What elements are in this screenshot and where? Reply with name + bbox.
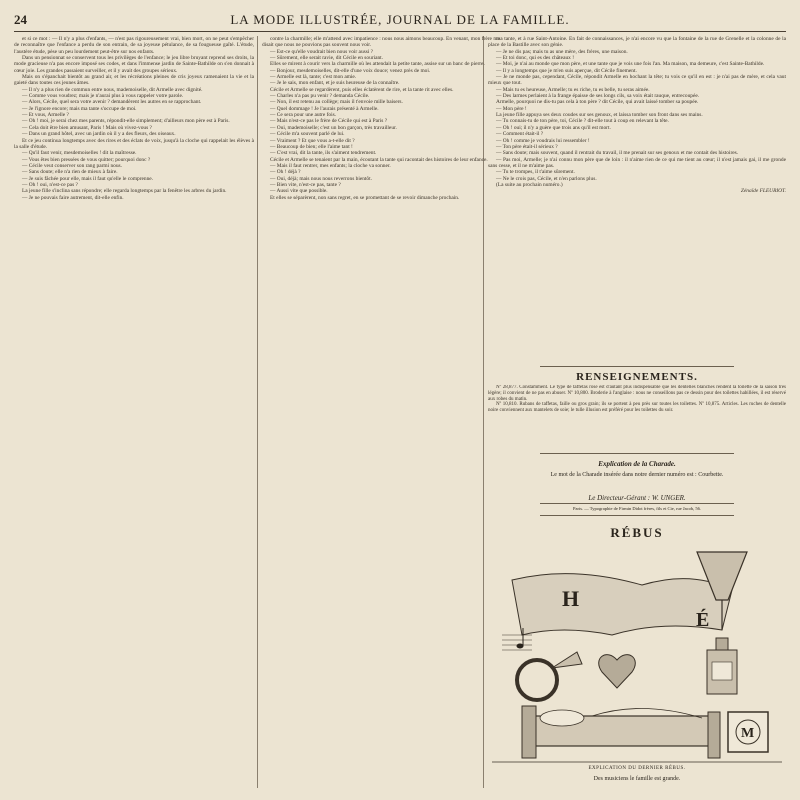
- renseignements-title: RENSEIGNEMENTS.: [576, 371, 698, 383]
- bottle-icon: [707, 638, 737, 694]
- paragraph: — Des larmes perlaient à la frange épaisse de ses longs cils, sa voix était rauque, entrecoupée.: [496, 93, 700, 100]
- paragraph: — Et toi donc, qui es des châteaux !: [496, 55, 574, 62]
- article-column-2: [262, 36, 500, 788]
- rebus-caption: EXPLICATION DU DERNIER RÉBUS.: [588, 766, 686, 771]
- paragraph: — Mon père !: [496, 105, 527, 112]
- paragraph: — Bonjour, mesdemoiselles, dit-elle d'une voix douce; venez près de moi.: [270, 67, 431, 74]
- paragraph: — Moi, je n'ai au monde que mon père, et une tante que je vois une fois l'an. Ma maison, ma demeure, c'est Sainte-Bathilde.: [496, 61, 765, 68]
- author-signature: Zénaïde FLEURIOT.: [740, 188, 786, 195]
- paragraph: — Tu connais-tu de ton père, toi, Cécile ? dit-elle tout à coup en relevant la tête.: [496, 118, 669, 125]
- heart-icon: [599, 655, 636, 688]
- paragraph: Cécile et Armelle se regardèrent, puis elles éclatèrent de rire, et la tante rit avec elles.: [270, 86, 454, 93]
- paragraph: — Tu te trompes, il t'aime sûrement.: [496, 169, 575, 176]
- director-line: Le Directeur-Gérant : W. UNGER.: [588, 494, 686, 502]
- paragraph: La jeune fille s'inclina sans répondre; elle regarda longtemps par la fenêtre les arbres du jardin.: [22, 188, 227, 195]
- paragraph: et si ce mot : — Il n'y a plus d'enfants, — n'est pas rigoureusement vrai, bien mort, on ne peut s'empêcher de reconnaître que l'enfance a perdu de son entrain, de sa joyeuse pétulance, de sa fougueuse gaîté. L'étude, l'austère étude, pèse un peu lourdement peut-être sur nos enfants.: [14, 36, 254, 55]
- paragraph: — Alors, Cécile, quel sera votre avenir ? demandèrent les autres en se rapprochant.: [22, 99, 202, 106]
- paragraph: — Aussi vite que possible.: [270, 188, 328, 195]
- page-header: [14, 10, 786, 32]
- paragraph: — Quel dommage ! Je l'aurais présenté à Armelle.: [270, 105, 379, 112]
- paragraph: — Mais il faut rentrer, mes enfants; la cloche va sonner.: [270, 162, 391, 169]
- charade-title: Explication de la Charade.: [598, 460, 676, 468]
- section-rule: [540, 366, 734, 367]
- running-title: LA MODE ILLUSTRÉE, JOURNAL DE LA FAMILLE.: [230, 12, 570, 27]
- paragraph: — C'est vrai, dit la tante, ils s'aiment tendrement.: [270, 150, 377, 157]
- paragraph: — Vous êtes bien pressées de vous quitter; pourquoi donc ?: [22, 156, 151, 163]
- paragraph: — Beaucoup de bien; elle l'aime tant !: [270, 143, 353, 150]
- paragraph: — Vraiment ? Et que vous a-t-elle dit ?: [270, 137, 355, 144]
- paragraph: La jeune fille appuya ses deux coudes sur ses genoux, et laissa tomber son front dans ses mains.: [496, 112, 703, 119]
- paragraph: — Oh ! déjà ?: [270, 169, 301, 176]
- paragraph: — Dans un grand hôtel, avec un jardin où il y a des fleurs, des oiseaux.: [22, 131, 176, 138]
- paragraph: — Ton père était-il sérieux ?: [496, 143, 558, 150]
- paragraph: — Non, il est retenu au collège; mais il t'envoie mille baisers.: [270, 99, 403, 106]
- horn-icon: [517, 652, 582, 700]
- paragraph: — Bien vite, n'est-ce pas, tante ?: [270, 181, 341, 188]
- paragraph: Cécile et Armelle se tenaient par la main, écoutant la tante qui racontait des histoires de leur enfance.: [270, 156, 488, 163]
- paragraph: — Pas moi, Armelle; je n'ai connu mon père que de loin : il n'aime rien de ce qui me tient au cœur; il n'est jamais gai, il me gronde sans cesse, et il ne m'aime pas.: [488, 156, 786, 169]
- paragraph: — Oui, mademoiselle; c'est un bon garçon, très travailleur.: [270, 124, 397, 131]
- paragraph: — Sans doute; elle n'a rien de mieux à faire.: [22, 169, 118, 176]
- rebus-answer: Des musiciens le famille est grande.: [593, 776, 681, 782]
- paragraph: — Je ne monde pas, cependant, Cécile, répondit Armelle en hochant la tête; tu vois ce qu'il en est : je n'ai pas de mère, et cela vaut mieux que tout.: [488, 74, 786, 87]
- paragraph: — Charles n'a pas pu venir ? demanda Cécile.: [270, 93, 370, 100]
- header-rule: [14, 31, 786, 32]
- paragraph: Et ce jeu continua longtemps avec des rires et des éclats de voix, jusqu'à la cloche qui rappelait les élèves à la salle d'étude.: [14, 137, 254, 150]
- rebus-letter-m: M: [741, 726, 755, 741]
- paragraph: — Oh ! comme je voudrais lui ressembler !: [496, 137, 590, 144]
- paragraph: — Qu'il faut venir, mesdemoiselles ! dit la maîtresse.: [22, 150, 137, 157]
- paragraph: — Oh ! oui; il n'y a guère que trois ans qu'il est mort.: [496, 124, 611, 131]
- paragraph: Nº 10,810. Rubans de taffetas, faille ou gros grain; ils se portent à peu près sur toutes les toilettes. Nº 10,875. Articles. Les ruches de dentelle noire conviennent aux mantelets de soie; le tulle illusion est préféré pour les toilettes du soir.: [488, 402, 786, 414]
- paragraph: — Ne le crois pas, Cécile, et n'en parlons plus.: [496, 175, 597, 182]
- column-divider: [257, 36, 258, 788]
- paragraph: — Et vous, Armelle ?: [22, 112, 69, 119]
- paragraph: — Sans doute; mais souvent, quand il rentrait du travail, il me prenait sur ses genoux et me contait des histoires.: [496, 150, 739, 157]
- paragraph: — Je l'ignore encore; mais ma tante s'occupe de moi.: [22, 105, 137, 112]
- paragraph: — Mais n'est-ce pas le frère de Cécile qui est à Paris ?: [270, 118, 388, 125]
- paragraph: Et elles se séparèrent, non sans regret, en se promettant de se revoir dimanche prochain.: [270, 194, 460, 201]
- paragraph: Armelle, pourquoi ne dis-tu pas cela à ton père ? dit Cécile, qui avait laissé tomber sa poupée.: [496, 99, 699, 106]
- paragraph: — Est-ce qu'elle voudrait bien nous voir aussi ?: [270, 48, 374, 55]
- paragraph: — Cela doit être bien amusant, Paris ! Mais où vivez-vous ?: [22, 124, 152, 131]
- paragraph: — Il y a longtemps que je m'en suis aperçue, dit Cécile finement.: [496, 67, 637, 74]
- paragraph: — Oh ! oui, n'est-ce pas ?: [22, 181, 78, 188]
- paragraph: Nº 28,877. Constamment. Le type de taffetas rose est d'autant plus indispensable que les dentelles blanches rendent la toilette de la saison très légère; il convient de ne pas en abuser. Nº 10,800. Broderie à l'anglaise : nous ne conseillons pas ce dessin pour des toilettes habillées, il est réservé aux robes du matin.: [488, 385, 786, 402]
- rebus-letter-e: É: [696, 609, 710, 631]
- charade-text: Le mot de la Charade insérée dans notre dernier numéro est : Courbette.: [550, 472, 724, 478]
- paragraph: — Cécile m'a souvent parlé de lui.: [270, 131, 345, 138]
- paragraph: ma tante, et à rue Saint-Antoine. En fait de connaissances, je n'ai encore vu que la fontaine de la rue de Grenelle et la colonne de la place de la Bastille avec son génie.: [488, 36, 786, 49]
- paragraph: — Je suis fâchée pour elle, mais il faut qu'elle le comprenne.: [22, 175, 154, 182]
- page-number: 24: [14, 12, 27, 27]
- paragraph: — Mais tu es heureuse, Armelle; tu es riche, tu es belle, tu seras aimée.: [496, 86, 650, 93]
- paragraph: — Je ne pouvais faire autrement, dit-elle enfin.: [22, 194, 124, 201]
- renseignements-text: [488, 385, 786, 443]
- printer-line: Paris. — Typographie de Firmin Didot frères, fils et Cie, rue Jacob, 56.: [573, 506, 701, 511]
- paragraph: — Oh ! moi, je serai chez mes parents, répondit-elle simplement; d'ailleurs mon père est à Paris.: [22, 118, 230, 125]
- paragraph: — Comment était-il ?: [496, 131, 544, 138]
- paragraph: — Je ne dis pas; mais tu as une mère, des frères, une maison.: [496, 48, 628, 55]
- section-rule: [540, 503, 734, 504]
- article-column-3: [488, 36, 786, 364]
- paragraph: — Cécile veut conserver son rang parmi nous.: [22, 162, 122, 169]
- paragraph: — Je le sais, mon enfant, et je suis heureuse de la connaître.: [270, 80, 400, 87]
- paragraph: Mais on s'épanchait bientôt au grand air, et les récréations pleines de cris joyeux ramenaient la vie et la gaieté dans toutes ces jeunes âmes.: [14, 74, 254, 87]
- paragraph: Dans un pensionnat se conservent tous les privilèges de l'enfance; le jeu libre bruyant reprend ses droits, la mode gracieuse n'a pas encore imposé ses codes, et dans l'immense jardin de Sainte-Bathilde on s'en donnait à cœur joie. Les grandes passaient surveiller, et il y avait des groupes sérieux.: [14, 55, 254, 74]
- section-rule: [540, 453, 734, 454]
- paragraph: — Comme vous voudrez; mais je n'aurai plus à vous rappeler votre parole.: [22, 93, 184, 100]
- bed-icon: [522, 706, 720, 758]
- paragraph: Elles se mirent à courir vers la charmille où les attendait la petite tante, assise sur un banc de pierre.: [270, 61, 485, 68]
- rebus-title: RÉBUS: [610, 525, 664, 540]
- article-column-1: [14, 36, 254, 788]
- rebus-letter-h: H: [562, 586, 580, 611]
- section-rule: [540, 515, 734, 516]
- rebus-illustration: [492, 540, 782, 800]
- paragraph: — Ce sera pour une autre fois.: [270, 112, 337, 119]
- paragraph: — Oui, déjà; mais nous nous reverrons bientôt.: [270, 175, 372, 182]
- paragraph: — Sûrement, elle serait ravie, dit Cécile en souriant.: [270, 55, 384, 62]
- paragraph: — Il n'y a plus rien de commun entre nous, mademoiselle, dit Armelle avec dignité.: [22, 86, 203, 93]
- frame-icon: [728, 712, 768, 752]
- paragraph: contre la charmille; elle m'attend avec impatience : nous nous aimons beaucoup. En venant, mon frère me disait que nous ne pouvions pas souvent nous voir.: [262, 36, 500, 49]
- paragraph: — Armelle est là, tante; c'est mon amie.: [270, 74, 357, 81]
- paragraph: (La suite au prochain numéro.): [496, 181, 563, 188]
